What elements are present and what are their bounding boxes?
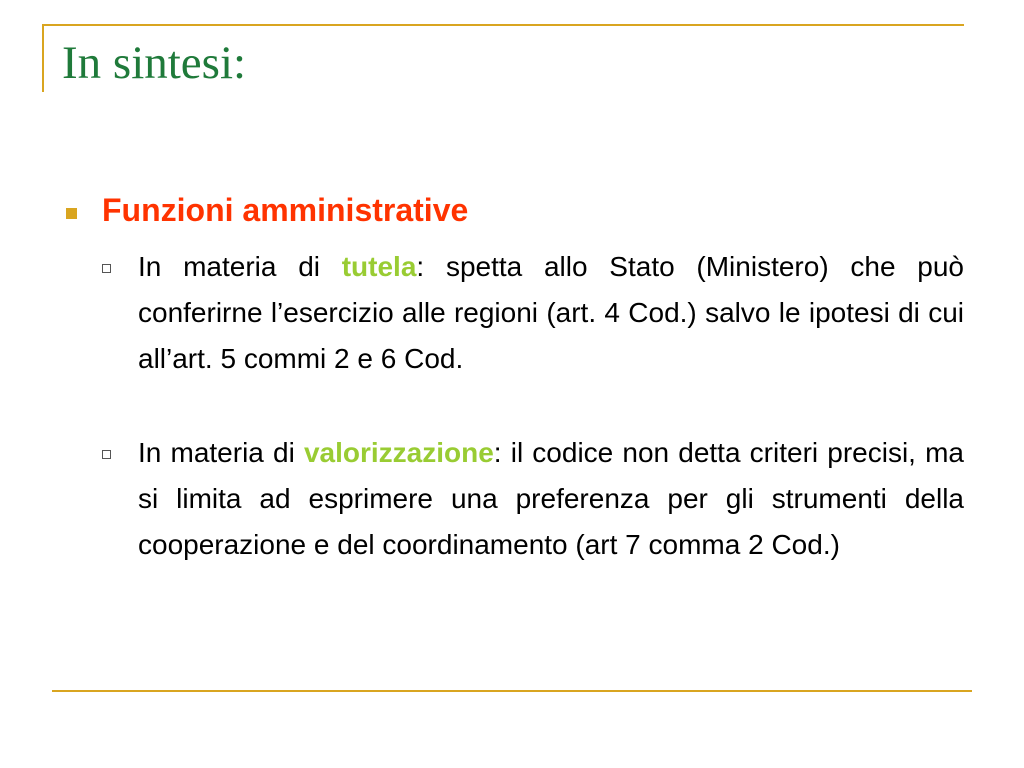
section-heading: Funzioni amministrative <box>102 192 469 228</box>
list-item-text <box>138 430 964 569</box>
item-prefix: In materia di <box>138 251 342 282</box>
item-body: : spetta allo Stato (Ministero) che può conferirne l’esercizio alle regioni (art. 4 Cod.) salvo le ipotesi di cui all’art. 5 commi 2 e 6 Cod. <box>138 251 964 375</box>
list-item-text <box>138 244 964 383</box>
bottom-border-line <box>52 690 972 692</box>
hollow-square-bullet-icon <box>102 450 111 459</box>
list-item-valorizzazione <box>102 430 964 569</box>
list-item-tutela <box>102 244 964 383</box>
square-bullet-icon <box>66 208 77 219</box>
keyword-tutela: tutela <box>341 251 417 282</box>
item-prefix: In materia di <box>138 437 304 468</box>
left-border-line <box>42 24 44 92</box>
top-border-line <box>42 24 964 26</box>
keyword-valorizzazione: valorizzazione <box>303 437 494 468</box>
item-body: : il codice non detta criteri precisi, ma si limita ad esprimere una preferenza per gli strumenti della cooperazione e del coordinamento (art 7 comma 2 Cod.) <box>138 437 964 561</box>
slide-title: In sintesi: <box>62 37 247 89</box>
hollow-square-bullet-icon <box>102 264 111 273</box>
